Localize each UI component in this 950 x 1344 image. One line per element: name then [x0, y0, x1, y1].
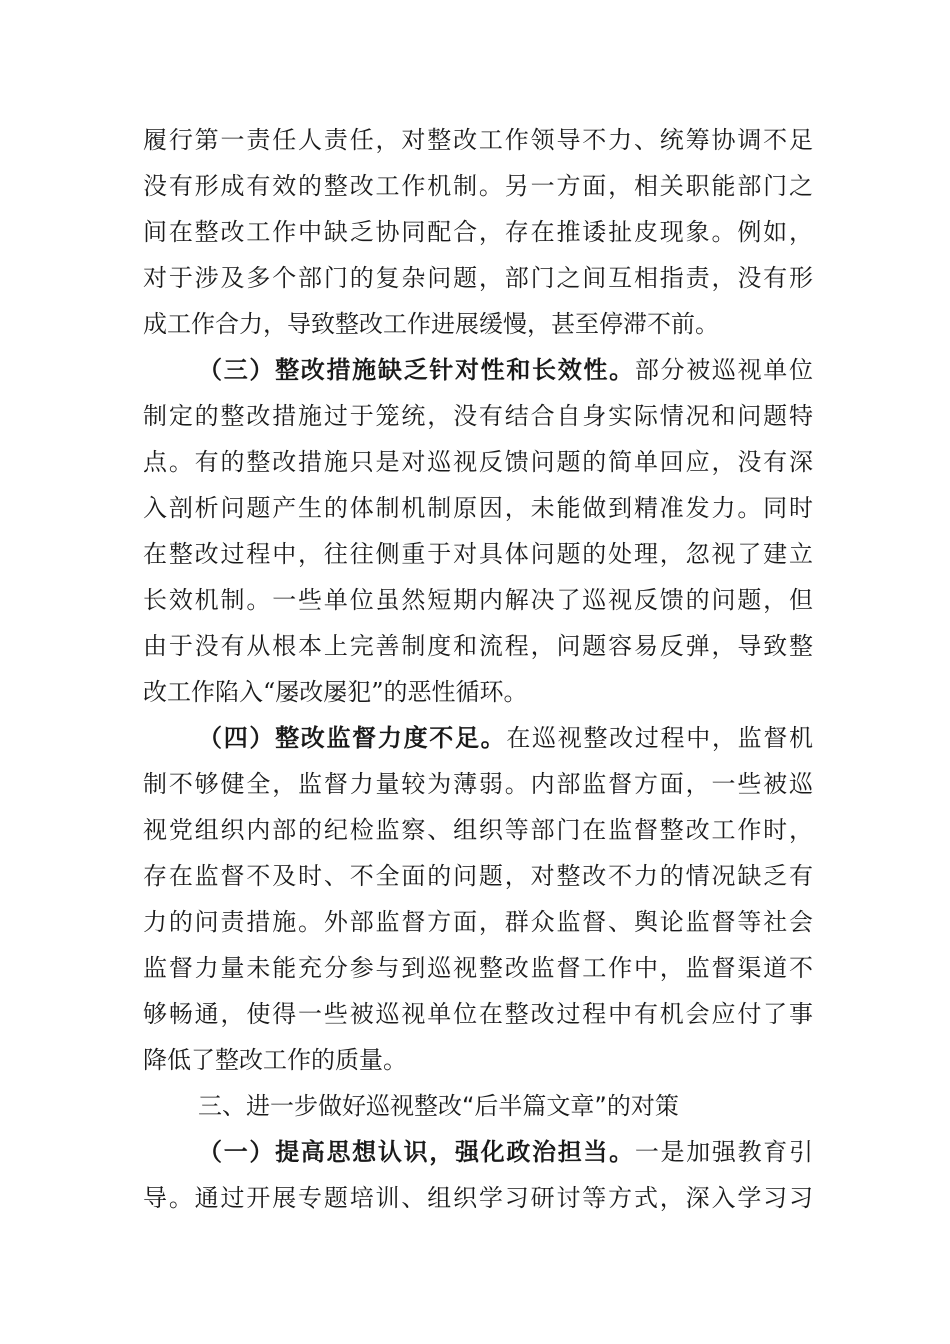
paragraph-first-line	[198, 348, 813, 392]
paragraph-line: 由于没有从根本上完善制度和流程，问题容易反弹，导致整	[143, 632, 813, 660]
paragraph-first-rest: 部分被巡视单位	[634, 356, 814, 384]
paragraph-line: 监督力量未能充分参与到巡视整改监督工作中，监督渠道不	[143, 954, 813, 982]
paragraph-line: 降低了整改工作的质量。	[143, 1046, 407, 1074]
paragraph-line: 没有形成有效的整改工作机制。另一方面，相关职能部门之	[143, 172, 813, 200]
paragraph-line: 制不够健全，监督力量较为薄弱。内部监督方面，一些被巡	[143, 770, 813, 798]
paragraph-line: 改工作陷入“屡改屡犯”的恶性循环。	[143, 678, 528, 706]
paragraph-first-line	[198, 1130, 813, 1174]
paragraph-line: 对于涉及多个部门的复杂问题，部门之间互相指责，没有形	[143, 264, 813, 292]
section-heading: 三、进一步做好巡视整改“后半篇文章”的对策	[198, 1092, 679, 1120]
paragraph-line: 存在监督不及时、不全面的问题，对整改不力的情况缺乏有	[143, 862, 813, 890]
paragraph-lead: （三）整改措施缺乏针对性和长效性。	[198, 356, 635, 384]
paragraph-line: 长效机制。一些单位虽然短期内解决了巡视反馈的问题，但	[143, 586, 813, 614]
paragraph-line: 入剖析问题产生的体制机制原因，未能做到精准发力。同时	[143, 494, 813, 522]
paragraph-lead: （一）提高思想认识，强化政治担当。	[198, 1138, 635, 1166]
paragraph-line: 力的问责措施。外部监督方面，群众监督、舆论监督等社会	[143, 908, 813, 936]
paragraph-line: 点。有的整改措施只是对巡视反馈问题的简单回应，没有深	[143, 448, 813, 476]
paragraph-first-rest: 一是加强教育引	[634, 1138, 814, 1166]
paragraph-lead: （四）整改监督力度不足。	[198, 724, 507, 752]
paragraph-line: 成工作合力，导致整改工作进展缓慢，甚至停滞不前。	[143, 310, 719, 338]
paragraph-line: 够畅通，使得一些被巡视单位在整改过程中有机会应付了事	[143, 1000, 813, 1028]
paragraph-first-rest: 在巡视整改过程中，监督机	[506, 724, 814, 752]
paragraph-line: 间在整改工作中缺乏协同配合，存在推诿扯皮现象。例如，	[143, 218, 813, 246]
paragraph-line: 制定的整改措施过于笼统，没有结合自身实际情况和问题特	[143, 402, 813, 430]
paragraph-line: 导。通过开展专题培训、组织学习研讨等方式，深入学习习	[143, 1184, 813, 1212]
paragraph-line: 履行第一责任人责任，对整改工作领导不力、统筹协调不足	[143, 126, 813, 154]
paragraph-line: 在整改过程中，往往侧重于对具体问题的处理，忽视了建立	[143, 540, 813, 568]
paragraph-line: 视党组织内部的纪检监察、组织等部门在监督整改工作时，	[143, 816, 813, 844]
paragraph-first-line	[198, 716, 813, 760]
